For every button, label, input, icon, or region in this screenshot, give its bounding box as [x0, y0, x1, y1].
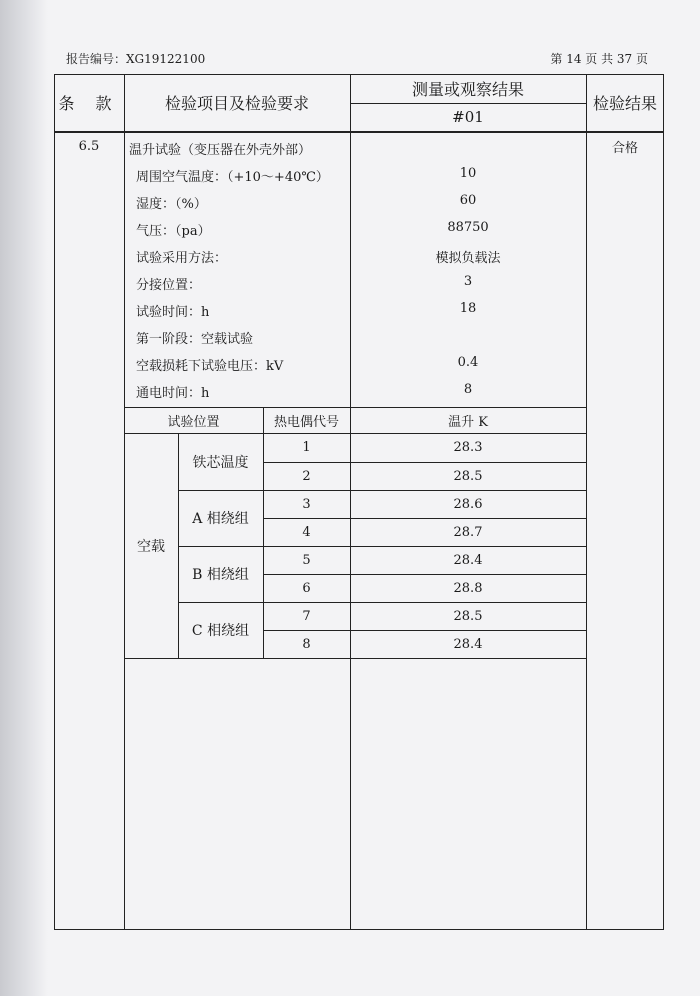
temperature-rise: 28.4 [453, 552, 483, 568]
report-number: 报告编号：XG19122100 [66, 52, 206, 66]
rule [124, 658, 586, 659]
col-thermocouple-header: 热电偶代号 [273, 414, 339, 430]
param-label: 气压：（pa） [136, 224, 211, 239]
thermocouple-code: 4 [302, 524, 311, 540]
temperature-rise: 28.6 [453, 496, 483, 512]
temperature-rise: 28.7 [453, 524, 483, 540]
section-result: 合格 [611, 140, 638, 156]
group-label: 空载 [137, 538, 165, 555]
param-value: 3 [463, 274, 473, 289]
clause-number: 6.5 [78, 138, 100, 154]
param-value: 88750 [447, 220, 489, 235]
thermocouple-code: 5 [302, 552, 311, 568]
part-label: B 相绕组 [192, 567, 249, 583]
thermocouple-code: 3 [302, 496, 311, 512]
page-indicator: 第 14 页 共 37 页 [550, 52, 648, 66]
result-header: 检验结果 [592, 94, 657, 113]
param-label: 分接位置： [136, 278, 202, 293]
temperature-rise: 28.5 [453, 468, 483, 484]
param-value: 8 [463, 382, 473, 397]
param-label: 通电时间：h [136, 386, 210, 401]
param-value: 模拟负载法 [435, 251, 501, 266]
part-label: C 相绕组 [191, 623, 250, 639]
col-rise-header: 温升 K [448, 414, 488, 430]
param-label: 周围空气温度：（+10～+40℃） [136, 170, 329, 185]
col-position-header: 试验位置 [167, 414, 220, 430]
item-header: 检验项目及检验要求 [164, 94, 309, 113]
param-value: 0.4 [457, 355, 479, 370]
param-value: 60 [459, 193, 477, 208]
sample-number: #01 [452, 108, 484, 126]
param-label: 湿度：（%） [136, 197, 207, 212]
scan-edge-shadow [0, 0, 48, 996]
part-label: A 相绕组 [192, 511, 249, 527]
temperature-rise: 28.5 [453, 608, 483, 624]
clause-header: 条 款 [58, 94, 120, 113]
thermocouple-code: 2 [302, 468, 311, 484]
measurement-header: 测量或观察结果 [411, 80, 524, 99]
param-value: 18 [459, 301, 477, 316]
thermocouple-code: 8 [302, 636, 311, 652]
param-label: 第一阶段：空载试验 [136, 332, 254, 347]
param-value: 10 [459, 166, 477, 181]
part-label: 铁芯温度 [192, 454, 249, 471]
temperature-rise: 28.8 [453, 580, 483, 596]
temperature-rise: 28.4 [453, 636, 483, 652]
thermocouple-code: 7 [302, 608, 311, 624]
rule [54, 131, 664, 133]
thermocouple-code: 6 [302, 580, 311, 596]
param-label: 试验采用方法： [136, 251, 228, 266]
param-label: 空载损耗下试验电压：kV [136, 359, 284, 374]
section-title: 温升试验（变压器在外壳外部） [129, 143, 312, 158]
rule [586, 74, 587, 930]
thermocouple-code: 1 [302, 440, 311, 455]
temperature-rise: 28.3 [453, 440, 483, 455]
param-label: 试验时间：h [136, 305, 210, 320]
